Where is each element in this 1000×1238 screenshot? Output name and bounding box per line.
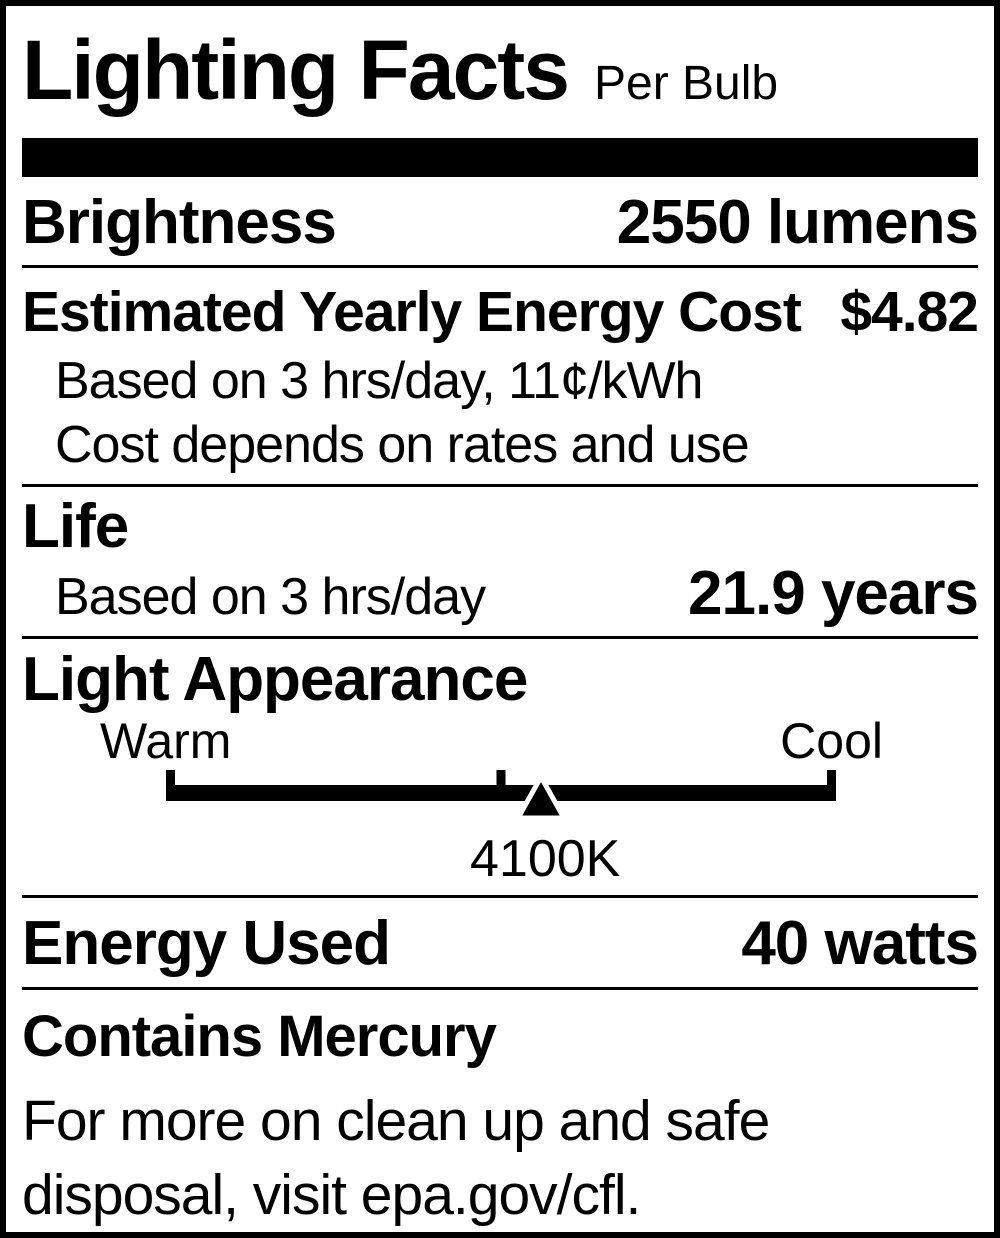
brightness-label: Brightness — [22, 188, 336, 258]
page-title: Lighting Facts — [22, 23, 568, 117]
kelvin-value: 4100K — [470, 830, 621, 889]
per-bulb-label: Per Bulb — [593, 57, 779, 110]
section-divider — [22, 895, 978, 898]
label-header — [22, 22, 978, 132]
life-basis-note: Based on 3 hrs/day — [55, 567, 486, 626]
scale-middle-tick — [497, 770, 506, 801]
brightness-value: 2550 lumens — [616, 188, 978, 258]
row-life — [22, 558, 978, 628]
energy-cost-basis-note: Based on 3 hrs/day, 11¢/kWh — [55, 352, 703, 410]
warm-cool-row — [22, 712, 978, 769]
life-label: Life — [22, 491, 129, 561]
energy-cost-label: Estimated Yearly Energy Cost — [22, 280, 801, 344]
energy-used-value: 40 watts — [741, 909, 978, 979]
energy-used-label: Energy Used — [22, 909, 391, 979]
title-separator-bar — [22, 138, 978, 177]
scale-right-end-tick — [827, 770, 836, 801]
section-divider — [22, 987, 978, 990]
energy-cost-value: $4.82 — [840, 280, 978, 344]
row-energy-used — [22, 911, 978, 977]
light-appearance-label: Light Appearance — [22, 644, 528, 714]
section-divider — [22, 265, 978, 268]
row-brightness — [22, 187, 978, 259]
color-temperature-scale — [166, 770, 836, 815]
energy-cost-disclaimer-note: Cost depends on rates and use — [55, 416, 749, 474]
mercury-heading: Contains Mercury — [22, 1003, 496, 1069]
life-value: 21.9 years — [688, 558, 978, 628]
mercury-body-text: For more on clean up and safe disposal, visit epa.gov/cfl. — [22, 1088, 770, 1227]
scale-left-end-tick — [166, 770, 175, 801]
section-divider — [22, 636, 978, 639]
color-temp-marker-triangle-icon — [513, 774, 569, 820]
section-divider — [22, 484, 978, 487]
cool-label: Cool — [780, 712, 883, 769]
warm-label: Warm — [100, 712, 232, 769]
row-energy-cost — [22, 282, 978, 342]
